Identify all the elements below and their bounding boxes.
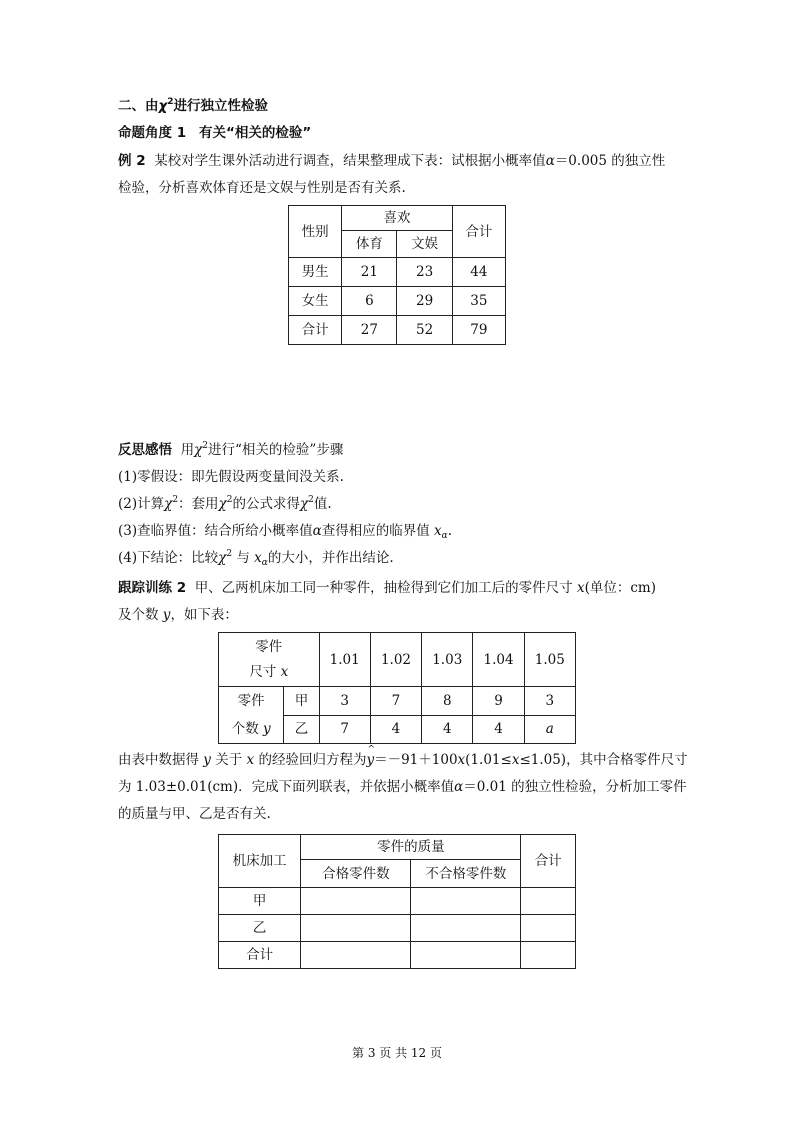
table-row: 男生 21 23 44 [289,258,506,287]
page-footer: 第 3 页 共 12 页 [352,1046,442,1060]
example-line-2: 检验，分析喜欢体育还是文娱与性别是否有关系. [118,180,406,196]
practice-line-4: 为 1.03±0.01(cm)．完成下面列联表，并依据小概率值α＝0.01 的独立性检验，分析加工零件 [118,779,687,795]
table-row: 乙 [219,915,576,942]
practice-line-1: 跟踪训练 2 甲、乙两机床加工同一种零件，抽检得到它们加工后的零件尺寸 x(单位：cm) [118,580,657,596]
header-unqualified: 不合格零件数 [411,860,521,888]
reflection-step-2: (2)计算$\chi^2$：套用$\chi^2$的公式求得$\chi^2$值. [118,495,332,512]
header-part-size: 零件 尺寸 x [219,633,320,687]
example-line-1: 例 2 某校对学生课外活动进行调查，结果整理成下表：试根据小概率值α＝0.005 的独立性 [118,153,666,169]
table-row: 零件 个数 y 甲 3 7 8 9 3 [219,687,576,716]
header-total: 合计 [452,206,505,258]
table-row: 女生 6 29 35 [289,287,506,316]
table-row: 甲 [219,888,576,915]
header-qualified: 合格零件数 [301,860,411,888]
table-row: 乙 7 4 4 4 a [219,715,576,744]
y-hat: ^ y [366,745,375,768]
reflection-step-4: (4)下结论：比较$\chi^2$ 与 $x_\alpha$的大小，并作出结论. [118,549,394,568]
header-quality: 零件的质量 [301,835,521,860]
table-row: 合计 [219,942,576,969]
section-title: 二、由$\chi^2$进行独立性检验 [118,97,268,114]
header-like: 喜欢 [342,206,453,231]
header-gender: 性别 [289,206,342,258]
part-size-table: 零件 尺寸 x 1.01 1.02 1.03 1.04 1.05 零件 个数 y 甲 3 7 8 9 3 乙 7 4 4 4 a [218,632,576,744]
subsection-heading: 命题角度 1 有关“相关的检验” [118,125,312,141]
reflection-step-3: (3)查临界值：结合所给小概率值α查得相应的临界值 $x_\alpha$. [118,523,453,541]
gender-preference-table [288,205,506,345]
table-row: 合计 27 52 79 [289,316,506,345]
header-sports: 体育 [342,231,397,258]
header-total: 合计 [521,835,576,888]
reflection-heading: 反思感悟 用$\chi^2$进行“相关的检验”步骤 [118,441,344,458]
practice-line-2: 及个数 y，如下表： [118,607,238,623]
count-label: 零件 个数 y [219,687,284,744]
header-entertainment: 文娱 [397,231,452,258]
practice-line-3: 由表中数据得 y 关于 x 的经验回归方程为 ^ y＝－91＋100x(1.01≤x≤1.05)，其中合格零件尺寸 [118,745,688,768]
contingency-table [218,834,576,969]
header-machine: 机床加工 [219,835,301,888]
reflection-step-1: (1)零假设：即先假设两变量间没关系. [118,469,344,485]
practice-line-5: 的质量与甲、乙是否有关. [118,806,271,822]
